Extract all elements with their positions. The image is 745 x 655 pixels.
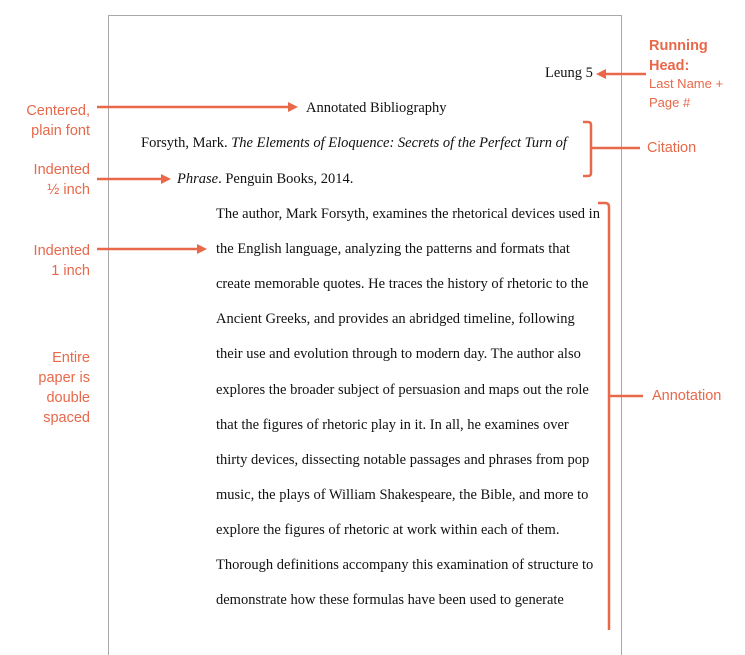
annotation-line: Ancient Greeks, and provides an abridged timeline, following [216,311,575,328]
annotation-line: explores the broader subject of persuasion and maps out the role [216,381,589,398]
annotation-line: The author, Mark Forsyth, examines the rhetorical devices used in [216,206,600,222]
spacing-label-1: Entire [52,350,90,366]
indent-half-label-2: ½ inch [47,182,90,198]
indent-one-label-1: Indented [33,243,90,259]
running-head-detail-1: Last Name + [649,76,724,91]
spacing-label-3: double [46,390,90,406]
annotation-line: explore the figures of rhetoric at work within each of them. [216,521,560,538]
running-head-label: Running Head: [649,38,708,74]
annotation-line: create memorable quotes. He traces the history of rhetoric to the [216,276,589,293]
annotation-line: thirty devices, dissecting notable passages and phrases from pop [216,451,590,468]
spacing-label-4: spaced [43,410,90,426]
annotation-label: Annotation [652,388,722,404]
annotation-line: demonstrate how these formulas have been used to generate [216,592,564,609]
annotation-line: that the figures of rhetoric play in it. In all, he examines over [216,416,569,433]
annotation-line: music, the plays of William Shakespeare, the Bible, and more to [216,486,589,503]
annotation-line: the English language, analyzing the patterns and formats that [216,241,570,258]
citation-book-title-part-2: Phrase [177,171,219,187]
document-title: Annotated Bibliography [306,100,447,116]
annotation-line: their use and evolution through to modern day. The author also [216,346,581,363]
indent-one-arrowhead [197,244,207,254]
running-head-detail-2: Page # [649,95,691,110]
indent-half-label-1: Indented [33,162,90,178]
centered-arrowhead [288,102,298,112]
centered-label-1: Centered, [26,103,90,119]
indent-half-arrowhead [161,174,171,184]
running-head-arrowhead [596,69,606,79]
annotation-line: Thorough definitions accompany this examination of structure to [216,557,594,573]
running-head: Leung 5 [545,65,593,81]
indent-one-label-2: 1 inch [51,263,90,279]
citation-label: Citation [647,140,697,156]
citation-publisher: . Penguin Books, 2014. [218,171,354,187]
citation-bracket [583,122,591,176]
spacing-label-2: paper is [38,370,90,386]
centered-label-2: plain font [31,123,90,139]
citation-book-title-part-1: The Elements of Eloquence: Secrets of the Perfect Turn of [231,135,567,151]
annotation-bracket [598,203,609,630]
citation-author: Forsyth, Mark. [141,135,232,151]
